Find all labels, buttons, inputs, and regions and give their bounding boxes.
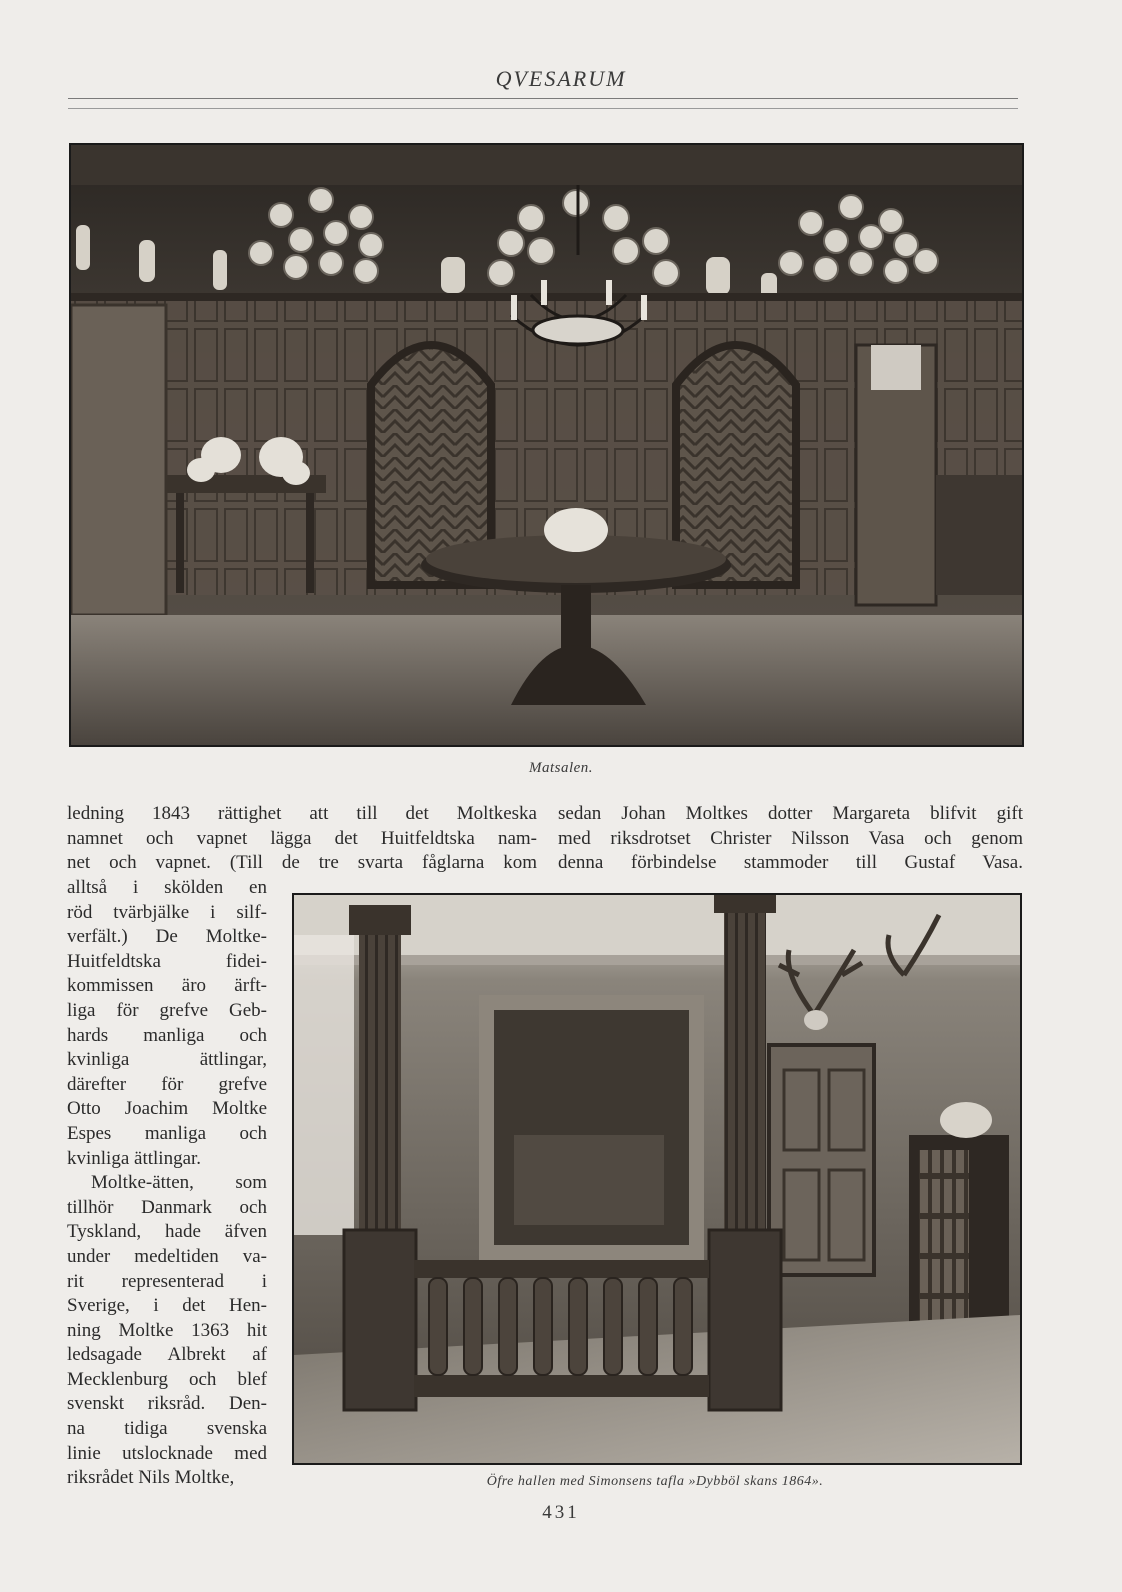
text-line: rit representerad i <box>67 1270 267 1292</box>
text-line: Tyskland, hade äfven <box>67 1221 267 1243</box>
text-line: under medeltiden va- <box>67 1245 267 1267</box>
text-line: verfält.) De Moltke- <box>67 926 267 948</box>
text-line: namnet och vapnet lägga det Huitfeldtska nam- <box>67 827 537 849</box>
text-line: ledsagade Albrekt af <box>67 1344 267 1366</box>
text-line: svenskt riksråd. Den- <box>67 1393 267 1415</box>
text-line: riksrådet Nils Moltke, <box>67 1467 235 1489</box>
text-line: Otto Joachim Moltke <box>67 1098 267 1120</box>
header-rule-bottom <box>68 108 1018 109</box>
header-rule-top <box>68 98 1018 99</box>
text-line: denna förbindelse stammoder till Gustaf Vasa. <box>558 852 1023 874</box>
text-line: liga för grefve Geb- <box>67 999 267 1021</box>
text-line: Sverige, i det Hen- <box>67 1295 267 1317</box>
text-line: kommissen äro ärft- <box>67 975 267 997</box>
text-line: Moltke-ätten, som <box>91 1172 267 1194</box>
running-title: QVESARUM <box>495 66 627 91</box>
text-line: ledning 1843 rättighet att till det Moltkeska <box>67 803 537 824</box>
text-line: därefter för grefve <box>67 1073 267 1095</box>
upper-hall-photo <box>292 893 1022 1465</box>
text-line: na tidiga svenska <box>67 1418 267 1440</box>
text-line: med riksdrotset Christer Nilsson Vasa och genom <box>558 827 1023 849</box>
text-line: Mecklenburg och blef <box>67 1368 267 1390</box>
dining-room-photo <box>69 143 1024 747</box>
text-line: röd tvärbjälke i silf- <box>67 901 267 923</box>
text-line: Huitfeldtska fidei- <box>67 950 267 972</box>
text-line: sedan Johan Moltkes dotter Margareta blifvit gift <box>558 803 1023 824</box>
text-line: ning Moltke 1363 hit <box>67 1319 267 1341</box>
text-line: tillhör Danmark och <box>67 1196 267 1218</box>
text-line: alltså i skölden en <box>67 877 267 898</box>
text-line: kvinliga ättlingar, <box>67 1049 267 1071</box>
text-line: net och vapnet. (Till de tre svarta fåglarna kom <box>67 852 537 874</box>
text-line: hards manliga och <box>67 1024 267 1046</box>
text-line: linie utslocknade med <box>67 1442 267 1464</box>
text-column-top-left <box>67 802 537 876</box>
figure-caption-upper-hall: Öfre hallen med Simonsens tafla »Dybböl skans 1864». <box>486 1474 824 1489</box>
text-line: kvinliga ättlingar. <box>67 1147 202 1169</box>
text-line: Espes manliga och <box>67 1122 267 1144</box>
figure-caption-dining-room: Matsalen. <box>528 760 594 776</box>
page-number: 431 <box>542 1502 580 1523</box>
text-column-top-right <box>558 802 1023 876</box>
text-column-narrow <box>67 876 267 1491</box>
